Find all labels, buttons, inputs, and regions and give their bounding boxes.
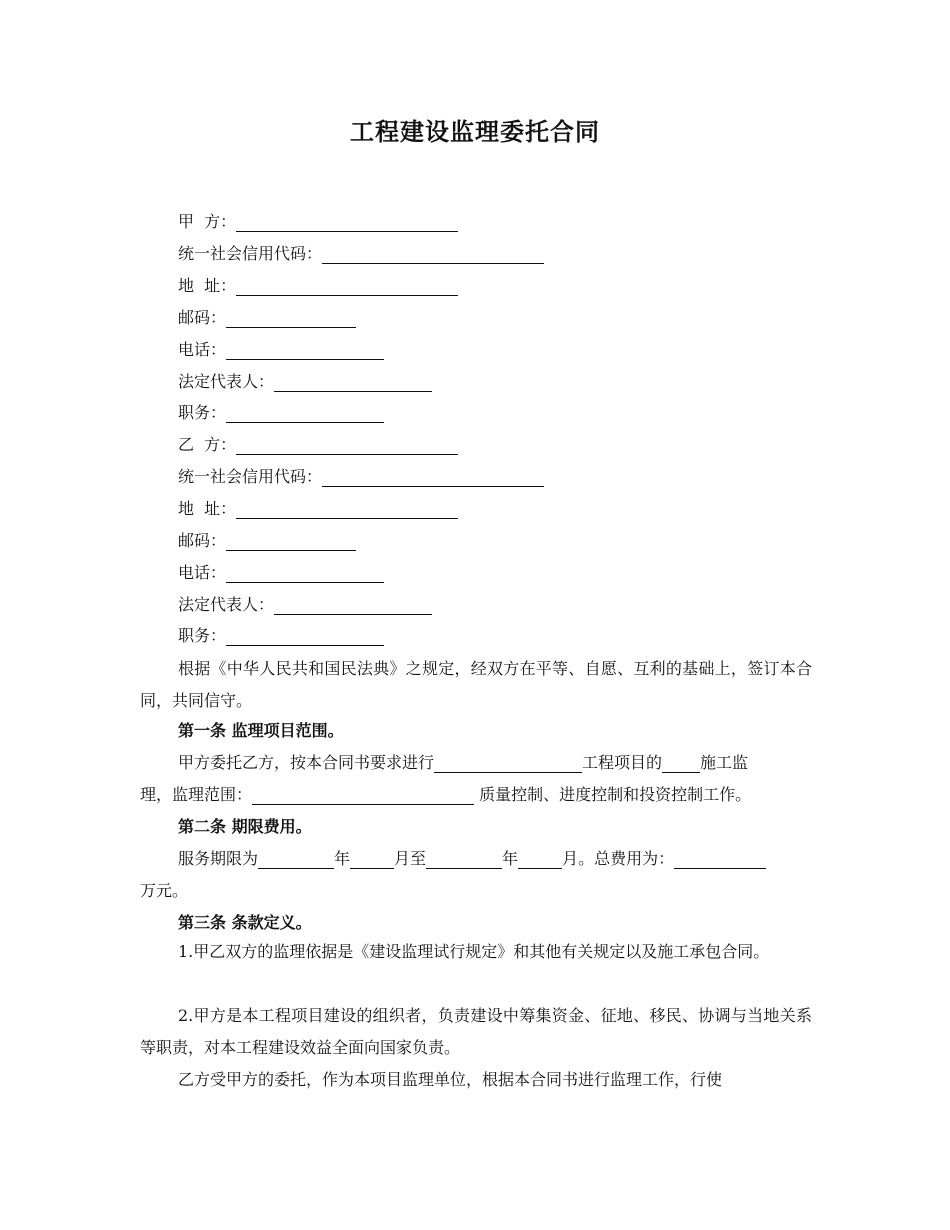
project-name-blank[interactable]	[434, 754, 582, 773]
party-b-position-label: 职务：	[178, 626, 227, 645]
party-a-legal-rep-field	[178, 368, 432, 392]
article-2-heading: 第二条 期限费用。	[178, 817, 312, 836]
project-stage-blank[interactable]	[662, 754, 700, 773]
party-b-legal-rep-label: 法定代表人：	[178, 595, 275, 614]
end-year-blank[interactable]	[426, 850, 502, 869]
party-a-credit-code-label: 统一社会信用代码：	[178, 244, 323, 263]
party-a-name-field	[178, 208, 458, 232]
article-2-year-1: 年	[334, 849, 351, 868]
article-1-text-b: 工程项目的	[582, 753, 663, 772]
article-1-line-1	[178, 750, 748, 773]
article-3-heading: 第三条 条款定义。	[178, 913, 312, 932]
total-fee-blank[interactable]	[674, 850, 766, 869]
party-b-address-label: 地 址：	[178, 499, 237, 518]
party-b-phone-label: 电话：	[178, 563, 227, 582]
start-year-blank[interactable]	[258, 850, 334, 869]
party-a-credit-code-field	[178, 240, 544, 264]
article-1-heading: 第一条 监理项目范围。	[178, 721, 344, 740]
party-a-phone-blank[interactable]	[226, 339, 384, 360]
article-2-line-2: 万元。	[140, 881, 189, 900]
party-a-name-blank[interactable]	[236, 211, 458, 232]
article-1-text-a: 甲方委托乙方，按本合同书要求进行	[178, 753, 435, 772]
party-a-name-label: 甲 方：	[178, 212, 237, 231]
start-month-blank[interactable]	[350, 850, 394, 869]
party-a-address-field	[178, 272, 458, 296]
article-3-item-1: 1.甲乙双方的监理依据是《建设监理试行规定》和其他有关规定以及施工承包合同。	[178, 942, 770, 961]
article-2-month-1: 月至	[394, 849, 427, 868]
article-2-line-1	[178, 846, 766, 869]
party-b-legal-rep-field	[178, 591, 432, 615]
party-a-address-label: 地 址：	[178, 276, 237, 295]
end-month-blank[interactable]	[518, 850, 562, 869]
article-3-item-3: 乙方受甲方的委托，作为本项目监理单位，根据本合同书进行监理工作，行使	[178, 1070, 723, 1089]
party-b-position-blank[interactable]	[226, 625, 384, 646]
article-2-month-2: 月。总费用为：	[562, 849, 675, 868]
party-a-position-field	[178, 399, 384, 423]
party-b-postcode-blank[interactable]	[226, 530, 356, 551]
party-a-position-blank[interactable]	[226, 402, 384, 423]
party-a-phone-label: 电话：	[178, 340, 227, 359]
article-1-text-d: 理，监理范围：	[140, 785, 253, 804]
article-3-item-2: 2.甲方是本工程项目建设的组织者，负责建设中筹集资金、征地、移民、协调与当地关系等职责，对本工程建设效益全面向国家负责。	[140, 1006, 812, 1057]
party-a-credit-code-blank[interactable]	[322, 243, 544, 264]
party-a-postcode-blank[interactable]	[226, 307, 356, 328]
party-b-postcode-label: 邮码：	[178, 531, 227, 550]
supervision-scope-blank[interactable]	[252, 786, 474, 805]
party-a-address-blank[interactable]	[236, 275, 458, 296]
article-2-text-a: 服务期限为	[178, 849, 259, 868]
party-b-postcode-field	[178, 527, 356, 551]
party-b-position-field	[178, 622, 384, 646]
party-b-legal-rep-blank[interactable]	[274, 594, 432, 615]
party-b-address-field	[178, 495, 458, 519]
document-title: 工程建设监理委托合同	[350, 118, 600, 146]
party-b-credit-code-blank[interactable]	[322, 466, 544, 487]
article-1-text-e: 质量控制、进度控制和投资控制工作。	[474, 785, 752, 804]
party-b-name-blank[interactable]	[236, 434, 458, 455]
party-a-postcode-label: 邮码：	[178, 308, 227, 327]
party-a-postcode-field	[178, 304, 356, 328]
article-1-line-2	[140, 782, 751, 805]
party-b-name-field	[178, 431, 458, 455]
party-b-address-blank[interactable]	[236, 498, 458, 519]
party-b-credit-code-label: 统一社会信用代码：	[178, 467, 323, 486]
intro-paragraph: 根据《中华人民共和国民法典》之规定，经双方在平等、自愿、互利的基础上，签订本合同，共同信守。	[140, 659, 812, 710]
party-b-phone-blank[interactable]	[226, 562, 384, 583]
party-b-name-label: 乙 方：	[178, 435, 237, 454]
party-b-credit-code-field	[178, 463, 544, 487]
party-a-phone-field	[178, 336, 384, 360]
party-a-legal-rep-blank[interactable]	[274, 371, 432, 392]
party-b-phone-field	[178, 559, 384, 583]
party-a-legal-rep-label: 法定代表人：	[178, 372, 275, 391]
article-1-text-c: 施工监	[700, 753, 749, 772]
party-a-position-label: 职务：	[178, 403, 227, 422]
article-2-year-2: 年	[502, 849, 519, 868]
